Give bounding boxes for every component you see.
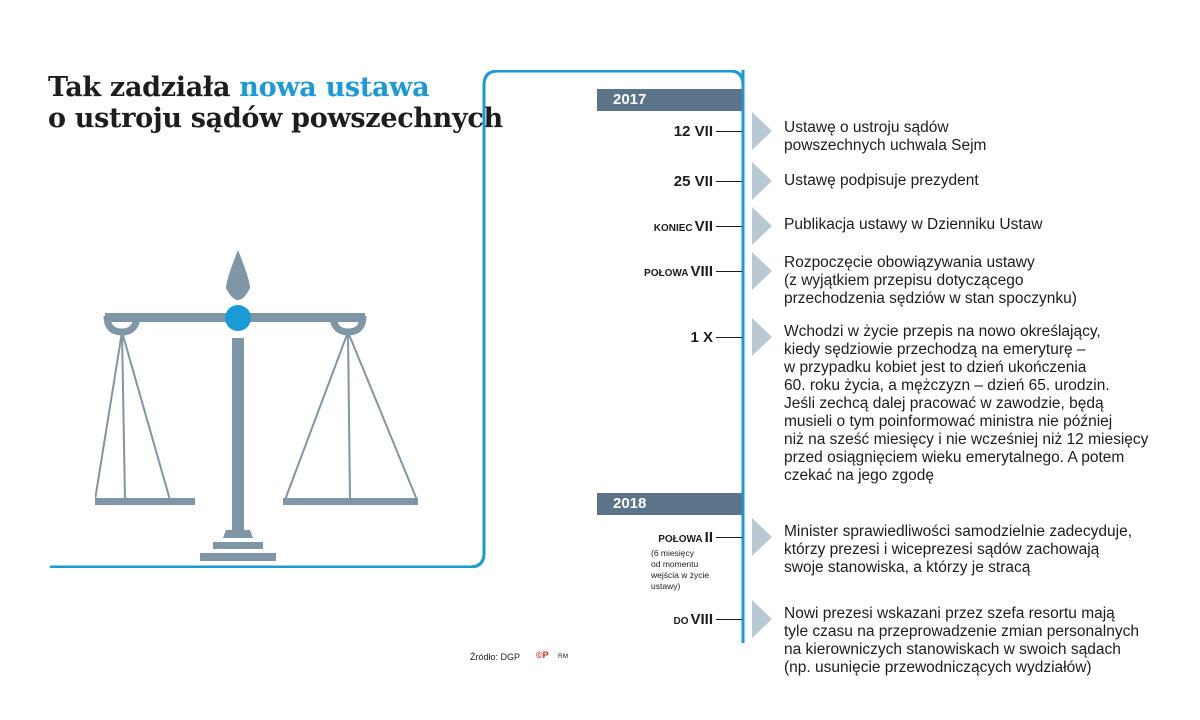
timeline-axis bbox=[740, 70, 746, 645]
arrow-icon bbox=[752, 112, 772, 150]
publisher-logo: ©P bbox=[536, 650, 549, 660]
timeline-description: Nowi prezesi wskazani przez szefa resortu mają tyle czasu na przeprowadzenie zmian personalnych na kierowniczych stanowiskach w swoich sądach (np. usunięcie przewodniczących wydziałów) bbox=[784, 605, 1139, 676]
title-accent: nowa ustawa bbox=[239, 72, 430, 103]
timeline-description: Minister sprawiedliwości samodzielnie zadecyduje, którzy prezesi i wiceprezesi sądów zachowają swoje stanowiska, a którzy je stracą bbox=[784, 523, 1133, 576]
timeline-date: KONIEC VII bbox=[653, 218, 713, 235]
timeline-connector bbox=[716, 131, 742, 132]
arrow-icon bbox=[752, 318, 772, 356]
timeline-date: DO VIII bbox=[673, 611, 713, 628]
timeline-note: (6 miesięcy od momentu wejścia w życie ustawy) bbox=[651, 548, 710, 591]
arrow-icon bbox=[752, 207, 772, 245]
timeline-description: Publikacja ustawy w Dzienniku Ustaw bbox=[784, 216, 1043, 233]
timeline-description: Ustawę o ustroju sądów powszechnych uchwala Sejm bbox=[784, 119, 987, 154]
year-band-2017: 2017 bbox=[597, 89, 742, 111]
arrow-icon bbox=[752, 162, 772, 200]
timeline-date: 25 VII bbox=[673, 173, 713, 190]
timeline-description: Ustawę podpisuje prezydent bbox=[784, 172, 979, 189]
scales-of-justice-icon bbox=[95, 240, 435, 570]
arrow-icon bbox=[752, 252, 772, 290]
timeline-description: Wchodzi w życie przepis na nowo określający, kiedy sędziowie przechodzą na emeryturę – w przypadku kobiet jest to dzień ukończenia 60. roku życia, a mężczyzn – dzień 65. urodzin. Jeśli zechcą dalej pracować w zawodzie, będą musieli o tym poinformować ministra nie później niż na sześć miesięcy i nie wcześniej niż 12 miesięcy przed osiągnięciem wieku emerytalnego. A potem czekać na jego zgodę bbox=[784, 323, 1149, 484]
timeline-description: Rozpoczęcie obowiązywania ustawy (z wyjątkiem przepisu dotyczącego przechodzenia sędziów w stan spoczynku) bbox=[784, 254, 1077, 307]
title-line2: o ustroju sądów powszechnych bbox=[48, 103, 503, 134]
timeline-date: POŁOWA II bbox=[658, 529, 713, 546]
timeline-connector bbox=[716, 619, 742, 620]
author-initials: RM bbox=[558, 653, 569, 660]
timeline-connector bbox=[716, 226, 742, 227]
timeline-connector bbox=[716, 537, 742, 538]
timeline-date: POŁOWA VIII bbox=[644, 263, 713, 280]
timeline-date: 1 X bbox=[690, 329, 713, 346]
timeline-date: 12 VII bbox=[673, 123, 713, 140]
arrow-icon bbox=[752, 518, 772, 556]
title-prefix: Tak zadziała bbox=[48, 72, 231, 103]
year-band-2018: 2018 bbox=[597, 493, 742, 515]
arrow-icon bbox=[752, 600, 772, 638]
timeline-connector bbox=[716, 337, 742, 338]
source-label: Źródło: DGP bbox=[470, 652, 521, 662]
timeline-connector bbox=[716, 271, 742, 272]
timeline-connector bbox=[716, 181, 742, 182]
